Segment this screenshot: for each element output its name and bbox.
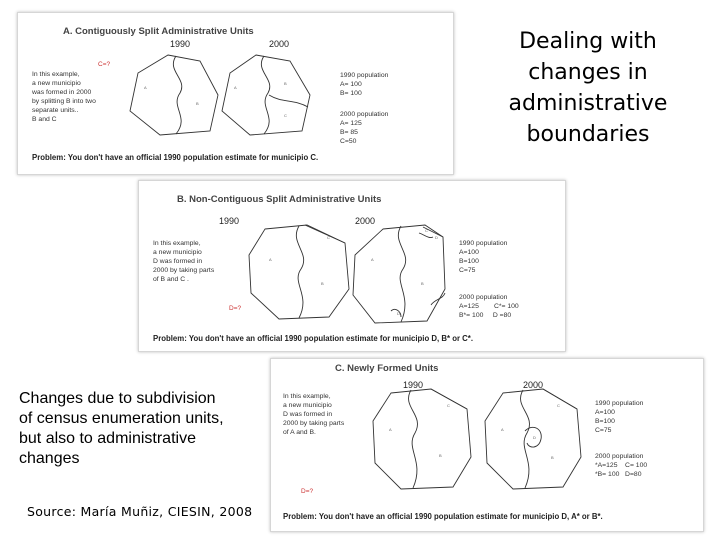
panel-a-year-2000: 2000 <box>269 39 290 49</box>
desc-line: In this example, <box>153 240 201 247</box>
panel-c-red-label: D=? <box>301 488 314 495</box>
map-label: B <box>421 281 424 286</box>
map-label: A <box>269 257 272 262</box>
pop-line: *A=125 C= 100 <box>595 462 648 469</box>
panel-b-year-2000: 2000 <box>355 216 376 226</box>
panel-a-red-label: C=? <box>98 61 111 68</box>
desc-line: by splitting B into two <box>32 98 96 105</box>
map-1990 <box>249 225 349 319</box>
panel-c-problem: Problem: You don't have an official 1990 population estimate for municipio D, A* or B*. <box>283 512 603 521</box>
desc-line: a new municipio <box>283 402 332 409</box>
map-2000 <box>485 389 581 489</box>
desc-line: In this example, <box>283 393 331 400</box>
pop-line: B=100 <box>595 418 615 425</box>
panel-c-year-2000: 2000 <box>523 380 544 390</box>
map-1990 <box>130 55 218 135</box>
desc-line: was formed in 2000 <box>32 89 92 96</box>
slide-title <box>490 26 686 150</box>
map-label: B <box>196 101 199 106</box>
slide-title-line: Dealing with <box>519 29 657 54</box>
desc-line: D was formed in <box>153 258 203 265</box>
map-label: D <box>435 235 438 240</box>
panel-b-year-1990: 1990 <box>219 216 240 226</box>
panel-b-title: B. Non-Contiguous Split Administrative Units <box>177 194 382 205</box>
map-label: C <box>284 113 287 118</box>
map-label: C <box>447 403 450 408</box>
pop-line: A=100 <box>595 409 615 416</box>
desc-line: 2000 by taking parts <box>283 420 345 427</box>
pop-line: C=75 <box>595 427 612 434</box>
caption-line: Changes due to subdivision <box>19 390 216 407</box>
map-label: D <box>397 311 400 316</box>
caption-line: but also to administrative <box>19 430 196 447</box>
panel-b-red-label: D=? <box>229 305 242 312</box>
panel-c-year-1990: 1990 <box>403 380 424 390</box>
desc-line: of A and B. <box>283 429 316 436</box>
pop-2000-title: 2000 population <box>340 111 389 118</box>
pop-line: C=50 <box>340 138 357 145</box>
slide-title-line: administrative <box>508 91 668 116</box>
desc-line: B and C <box>32 116 57 123</box>
pop-line: A= 125 <box>340 120 362 127</box>
pop-1990-title: 1990 population <box>340 72 389 79</box>
map-label: A <box>389 427 392 432</box>
panel-a-year-1990: 1990 <box>170 39 191 49</box>
pop-2000-title: 2000 population <box>459 294 508 301</box>
panel-a-figure <box>18 13 453 174</box>
panel-non-contiguous-split <box>138 180 566 352</box>
panel-a-problem: Problem: You don't have an official 1990 population estimate for municipio C. <box>32 153 319 162</box>
desc-line: In this example, <box>32 71 80 78</box>
panel-newly-formed-units <box>270 358 704 532</box>
pop-1990-title: 1990 population <box>459 240 508 247</box>
desc-line: 2000 by taking parts <box>153 267 215 274</box>
pop-line: A=125 C*= 100 <box>459 303 519 310</box>
panel-a-description <box>31 71 96 123</box>
slide-title-line: changes in <box>528 60 648 85</box>
map-label: B <box>551 455 554 460</box>
desc-line: D was formed in <box>283 411 333 418</box>
desc-line: a new municipio <box>153 249 202 256</box>
map-label: B <box>439 453 442 458</box>
map-label: A <box>144 85 147 90</box>
panel-c-figure <box>271 359 703 531</box>
map-label: A <box>501 427 504 432</box>
slide-title-line: boundaries <box>526 122 650 147</box>
panel-c-title: C. Newly Formed Units <box>335 363 439 374</box>
desc-line: of B and C . <box>153 276 189 283</box>
desc-line: a new municipio <box>32 80 81 87</box>
map-1990 <box>373 389 471 489</box>
caption-line: of census enumeration units, <box>19 410 224 427</box>
slide-caption <box>19 389 269 469</box>
panel-c-description <box>283 393 345 436</box>
caption-line: changes <box>19 450 80 467</box>
map-label: C <box>327 235 330 240</box>
map-label: C <box>425 228 428 233</box>
panel-a-population <box>340 72 389 145</box>
map-label: D <box>533 435 536 440</box>
pop-2000-title: 2000 population <box>595 453 644 460</box>
map-label: C <box>557 403 560 408</box>
panel-a-title: A. Contiguously Split Administrative Units <box>63 26 254 37</box>
pop-line: A= 100 <box>340 81 362 88</box>
map-label: B <box>284 81 287 86</box>
panel-b-problem: Problem: You don't have an official 1990 population estimate for municipio D, B* or C*. <box>153 334 473 343</box>
panel-b-population <box>459 240 519 319</box>
pop-line: B=100 <box>459 258 479 265</box>
desc-line: separate units.. <box>32 107 79 114</box>
panel-b-description <box>153 240 215 283</box>
map-label: A <box>234 85 237 90</box>
pop-line: B*= 100 D =80 <box>459 312 512 319</box>
pop-line: A=100 <box>459 249 479 256</box>
pop-1990-title: 1990 population <box>595 400 644 407</box>
pop-line: C=75 <box>459 267 476 274</box>
panel-c-population <box>595 400 647 478</box>
map-label: A <box>371 257 374 262</box>
map-2000 <box>353 225 445 323</box>
map-2000 <box>222 55 310 135</box>
source-credit: Source: María Muñiz, CIESIN, 2008 <box>27 504 253 519</box>
map-label: B <box>321 281 324 286</box>
pop-line: *B= 100 D=80 <box>595 471 642 478</box>
pop-line: B= 85 <box>340 129 358 136</box>
pop-line: B= 100 <box>340 90 362 97</box>
panel-b-figure <box>139 181 565 351</box>
panel-contiguous-split <box>17 12 454 175</box>
